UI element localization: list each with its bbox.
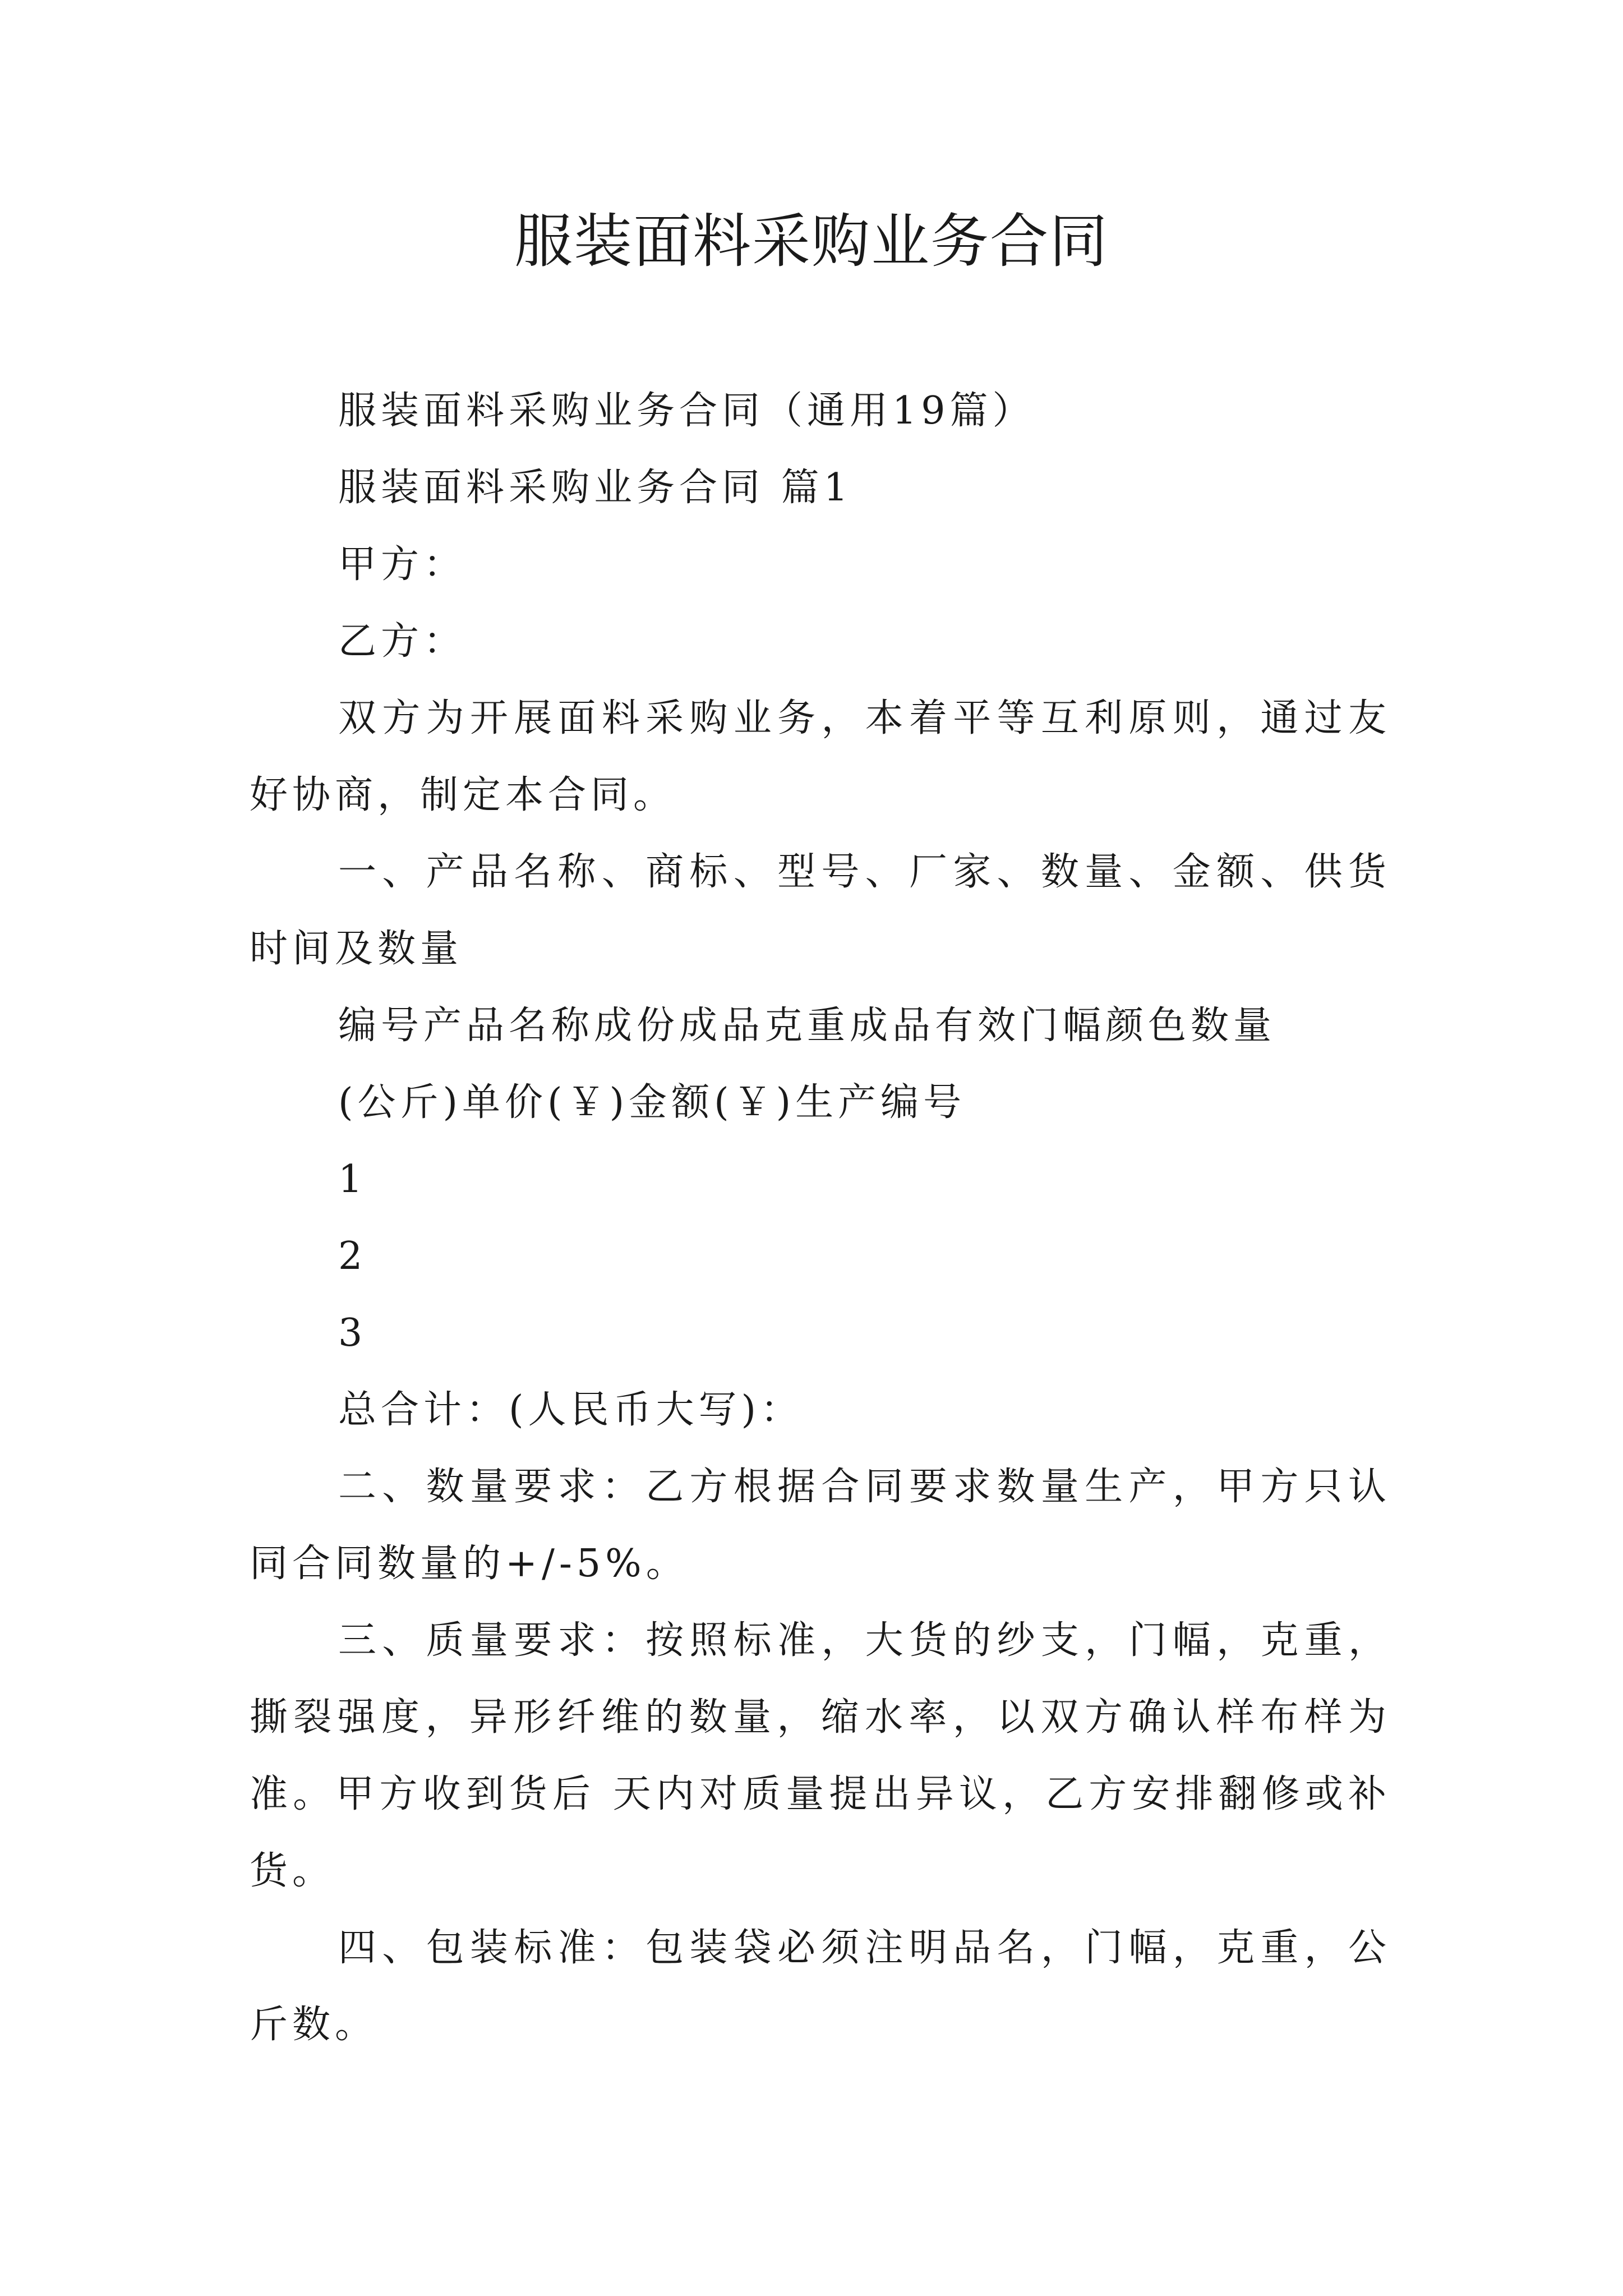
paragraph-clause-3: 三、质量要求：按照标准，大货的纱支，门幅，克重，撕裂强度，异形纤维的数量，缩水率，以双方确认样布样为准。甲方收到货后 天内对质量提出异议，乙方安排翻修或补货。 bbox=[250, 1618, 1391, 1893]
paragraph-row-1: 1 bbox=[338, 1157, 367, 1202]
paragraph-clause-2: 二、数量要求：乙方根据合同要求数量生产，甲方只认同合同数量的+/-5%。 bbox=[250, 1465, 1391, 1586]
paragraph-preamble: 双方为开展面料采购业务，本着平等互利原则，通过友好协商，制定本合同。 bbox=[250, 696, 1391, 817]
paragraph-collection-title: 服装面料采购业务合同（通用19篇） bbox=[338, 389, 1035, 433]
paragraph-table-header-1: 编号产品名称成份成品克重成品有效门幅颜色数量 bbox=[338, 1004, 1276, 1048]
paragraph-clause-1: 一、产品名称、商标、型号、厂家、数量、金额、供货时间及数量 bbox=[250, 850, 1391, 971]
paragraph-clause-4: 四、包装标准：包装袋必须注明品名，门幅，克重，公斤数。 bbox=[250, 1926, 1391, 2047]
paragraph-total: 总合计：(人民币大写)： bbox=[338, 1388, 804, 1432]
paragraph-row-2: 2 bbox=[338, 1234, 367, 1278]
paragraph-row-3: 3 bbox=[338, 1311, 367, 1355]
paragraph-section-heading: 服装面料采购业务合同 篇1 bbox=[338, 466, 852, 510]
document-body bbox=[250, 372, 1391, 2063]
document-title: 服装面料采购业务合同 bbox=[514, 207, 1109, 275]
paragraph-party-b: 乙方： bbox=[338, 619, 467, 664]
paragraph-party-a: 甲方： bbox=[338, 542, 467, 587]
paragraph-table-header-2: (公斤)单价(￥)金额(￥)生产编号 bbox=[338, 1080, 966, 1125]
